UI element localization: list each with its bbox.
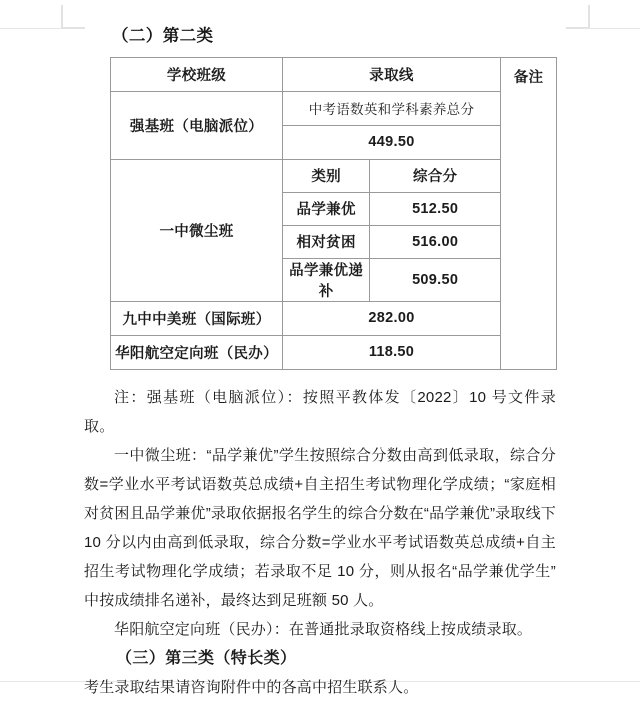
cell-line-label-qiangji: 中考语数英和学科素养总分: [283, 91, 501, 125]
column-header-remark: 备注: [501, 57, 557, 369]
notes-block: [84, 383, 556, 702]
column-header-admission-line: 录取线: [283, 57, 501, 91]
note-contact: 考生录取结果请咨询附件中的各高中招生联系人。: [84, 678, 419, 696]
table-row: [111, 159, 557, 301]
note-weichen: 一中微尘班：“品学兼优”学生按照综合分数由高到低录取，综合分数=学业水平考试语数英总成绩+自主招生考试物理化学成绩；“家庭相对贫困且品学兼优”录取依据报名学生的综合分数在“品学兼优”录取线下 10 分以内由高到低录取，综合分数=学业水平考试语数英总成绩+自主招生考试物理化学成绩；若录取不足 10 分，则从报名“品学兼优学生”中按成绩排名递补，最终达到足班额 50 人。: [84, 446, 556, 609]
nested-column-header-composite: 综合分: [370, 160, 500, 193]
table-row: [111, 335, 557, 369]
note-huayang: 华阳航空定向班（民办）：在普通批录取资格线上按成绩录取。: [114, 620, 533, 638]
nested-cell-category-excellent: 品学兼优: [283, 192, 370, 225]
nested-score-table: [283, 160, 500, 301]
cell-score-huayang: 118.50: [283, 335, 501, 369]
column-header-school-class: 学校班级: [111, 57, 283, 91]
admission-score-table: [110, 57, 557, 370]
nested-cell-category-supplement: 品学兼优递补: [283, 258, 370, 301]
section-heading-category-three: （三）第三类（特长类）: [116, 649, 297, 667]
cell-school-class-huayang: 华阳航空定向班（民办）: [111, 335, 283, 369]
nested-header-row: [283, 160, 500, 193]
cell-score-qiangji: 449.50: [283, 125, 501, 159]
table-row: [111, 301, 557, 335]
cell-school-class-weichen: 一中微尘班: [111, 159, 283, 301]
nested-table-row: [283, 258, 500, 301]
nested-cell-score-poverty: 516.00: [370, 225, 500, 258]
nested-cell-category-poverty: 相对贫困: [283, 225, 370, 258]
table-row: [111, 91, 557, 125]
nested-table-row: [283, 192, 500, 225]
section-heading-category-two: （二）第二类: [112, 27, 214, 45]
cell-school-class-qiangji: 强基班（电脑派位）: [111, 91, 283, 159]
nested-cell-score-supplement: 509.50: [412, 271, 459, 288]
cell-nested-weichen: [283, 159, 501, 301]
nested-column-header-category: 类别: [283, 160, 370, 193]
nested-cell-score-excellent: 512.50: [370, 192, 500, 225]
note-qiangji: 注：强基班（电脑派位）：按照平教体发〔2022〕10 号文件录取。: [84, 388, 556, 435]
table-header-row: [111, 57, 557, 91]
nested-table-row: [283, 225, 500, 258]
cell-school-class-jiuzhong: 九中中美班（国际班）: [111, 301, 283, 335]
cell-score-jiuzhong: 282.00: [283, 301, 501, 335]
